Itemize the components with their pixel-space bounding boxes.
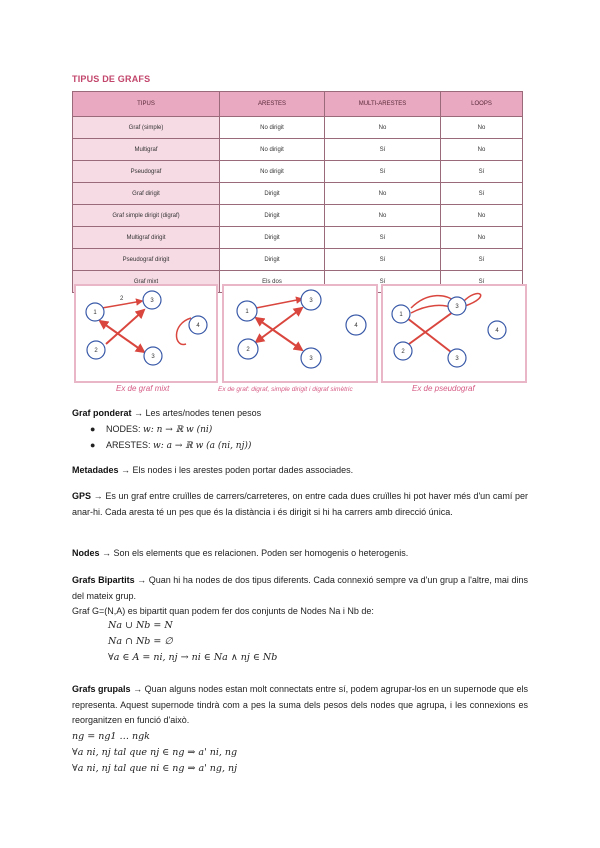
svg-text:2: 2 xyxy=(401,349,405,355)
grupal-formula-2: ∀a ni, nj tal que ni ∈ ng ⇒ a' ng, nj xyxy=(72,763,238,774)
pseudograph-diagram xyxy=(383,286,525,381)
cell-tipus: Pseudograf dirigit xyxy=(73,249,220,271)
bullet-dot: ● xyxy=(90,440,96,450)
header-arestes: ARESTES xyxy=(220,92,325,117)
cell-tipus: Graf mixt xyxy=(73,271,220,293)
svg-text:1: 1 xyxy=(93,310,97,316)
svg-text:3: 3 xyxy=(151,354,155,360)
cell-loops: Sí xyxy=(441,249,523,271)
bipartits-term: Grafs Bipartits xyxy=(72,575,135,585)
ponderat-paragraph xyxy=(72,406,528,422)
grupals-text: → Quan alguns nodes estan molt connectats entre sí, podem agrupar-los en un supernode que els representa. Aquest supernode tindrà com a pes la suma dels pesos dels nodes que agrupa, i les connexions es reorganitzen en funció d'això. xyxy=(72,684,528,725)
bullet-label: NODES: xyxy=(106,424,141,434)
bipartit-formula-forall: ∀a ∈ A = ni, nj → ni ∈ Na ∧ nj ∈ Nb xyxy=(108,652,278,663)
table-row xyxy=(73,227,523,249)
grupals-term: Grafs grupals xyxy=(72,684,131,694)
cell-multiarestes: Sí xyxy=(325,271,441,293)
bullet-dot: ● xyxy=(90,424,96,434)
grupals-paragraph xyxy=(72,682,528,729)
svg-text:3: 3 xyxy=(309,298,313,304)
nodes-term: Nodes xyxy=(72,548,100,558)
svg-text:2: 2 xyxy=(246,347,250,353)
edge-1-3 xyxy=(102,301,142,308)
gps-term: GPS xyxy=(72,491,92,501)
table-row xyxy=(73,183,523,205)
nodes-text: → Son els elements que es relacionen. Poden ser homogenis o heterogenis. xyxy=(99,548,409,558)
bipartits-paragraph xyxy=(72,573,528,604)
svg-text:3: 3 xyxy=(455,304,459,310)
cell-multiarestes: Sí xyxy=(325,249,441,271)
graph-types-table xyxy=(72,91,523,293)
table-row xyxy=(73,161,523,183)
bipartit-formula-union: Na ∪ Nb = N xyxy=(108,620,173,631)
cell-tipus: Multigraf dirigit xyxy=(73,227,220,249)
gps-text: → Es un graf entre cruïlles de carrers/carreteres, on entre cada dues cruïlles hi pot haver més d'un camí per anar-hi. Cada aresta té un pes que és la distància i és dirigit si hi ha carrers amb direcció única. xyxy=(72,491,528,517)
gps-paragraph xyxy=(72,489,528,520)
bipartits-definition: Graf G=(N,A) es bipartit quan podem fer dos conjunts de Nodes Na i Nb de: xyxy=(72,606,374,616)
edge-2-3 xyxy=(256,308,302,342)
cell-multiarestes: No xyxy=(325,117,441,139)
edge-1-4 xyxy=(256,318,302,350)
diagram-panel-mixt xyxy=(74,284,218,383)
svg-text:3: 3 xyxy=(309,356,313,362)
svg-text:1: 1 xyxy=(245,309,249,315)
svg-text:1: 1 xyxy=(399,312,403,318)
bullet-nodes xyxy=(90,424,212,435)
cell-loops: Sí xyxy=(441,271,523,293)
svg-text:3: 3 xyxy=(455,356,459,362)
header-loops: LOOPS xyxy=(441,92,523,117)
cell-arestes: No dirigit xyxy=(220,161,325,183)
cell-arestes: No dirigit xyxy=(220,117,325,139)
bullet-label: ARESTES: xyxy=(106,440,151,450)
cell-tipus: Graf (simple) xyxy=(73,117,220,139)
cell-arestes: Dirigit xyxy=(220,205,325,227)
svg-text:2: 2 xyxy=(94,348,98,354)
metadades-text: → Els nodes i les arestes poden portar dades associades. xyxy=(118,465,354,475)
cell-arestes: Dirigit xyxy=(220,227,325,249)
cell-loops: No xyxy=(441,117,523,139)
table-header-row xyxy=(73,92,523,117)
edge-2-3 xyxy=(409,312,453,344)
edge-1-3 xyxy=(256,299,302,308)
grupal-formula-ng: ng = ng1 … ngk xyxy=(72,731,150,742)
edge-weight-label: 2 xyxy=(120,296,124,302)
header-tipus: TIPUS xyxy=(73,92,220,117)
caption-digraf: Ex de graf: digraf, simple dirigit i digraf simètric xyxy=(218,386,353,393)
metadades-paragraph xyxy=(72,463,528,479)
header-multiarestes: MULTI-ARESTES xyxy=(325,92,441,117)
cell-tipus: Pseudograf xyxy=(73,161,220,183)
cell-loops: No xyxy=(441,139,523,161)
table-row xyxy=(73,205,523,227)
cell-loops: No xyxy=(441,205,523,227)
cell-arestes: Dirigit xyxy=(220,183,325,205)
table-row xyxy=(73,249,523,271)
cell-multiarestes: No xyxy=(325,205,441,227)
svg-text:4: 4 xyxy=(196,323,200,329)
ponderat-term: Graf ponderat xyxy=(72,408,132,418)
cell-arestes: No dirigit xyxy=(220,139,325,161)
diagram-panel-pseudograf xyxy=(381,284,527,383)
cell-tipus: Graf dirigit xyxy=(73,183,220,205)
edge-1-4 xyxy=(100,321,144,352)
grupal-formula-1: ∀a ni, nj tal que nj ∈ ng ⇒ a' ni, ng xyxy=(72,747,238,758)
cell-multiarestes: Sí xyxy=(325,161,441,183)
bipartits-text: → Quan hi ha nodes de dos tipus diferents. Cada connexió sempre va d'un grup a l'altre, mai dins del mateix grup. xyxy=(72,575,528,601)
cell-multiarestes: Sí xyxy=(325,139,441,161)
bullet-arestes xyxy=(90,440,251,451)
digraph-diagram xyxy=(224,286,376,381)
svg-text:3: 3 xyxy=(150,298,154,304)
multi-edge-b xyxy=(411,305,453,313)
bullet-formula: w: n → ℝ w (ni) xyxy=(143,425,213,435)
section-title: TIPUS DE GRAFS xyxy=(72,74,151,84)
cell-arestes: Els dos xyxy=(220,271,325,293)
caption-pseudograf: Ex de pseudograf xyxy=(412,384,475,393)
mixed-graph-diagram xyxy=(76,286,216,381)
cell-tipus: Multigraf xyxy=(73,139,220,161)
cell-tipus: Graf simple dirigit (digraf) xyxy=(73,205,220,227)
diagram-panel-digraf xyxy=(222,284,378,383)
caption-mixt: Ex de graf mixt xyxy=(116,384,170,393)
svg-text:4: 4 xyxy=(354,323,358,329)
cell-multiarestes: Sí xyxy=(325,227,441,249)
svg-text:4: 4 xyxy=(495,328,499,334)
ponderat-text: → Les artes/nodes tenen pesos xyxy=(131,408,262,418)
loop-edge xyxy=(176,318,191,344)
cell-arestes: Dirigit xyxy=(220,249,325,271)
cell-loops: No xyxy=(441,227,523,249)
nodes-paragraph xyxy=(72,546,528,562)
bipartit-formula-intersection: Na ∩ Nb = ∅ xyxy=(108,636,173,647)
table-row xyxy=(73,117,523,139)
cell-loops: Sí xyxy=(441,161,523,183)
bullet-formula: w: a → ℝ w (a (ni, nj)) xyxy=(153,441,252,451)
table-row xyxy=(73,139,523,161)
metadades-term: Metadades xyxy=(72,465,119,475)
edge-1-4 xyxy=(407,318,451,352)
cell-loops: Sí xyxy=(441,183,523,205)
cell-multiarestes: No xyxy=(325,183,441,205)
